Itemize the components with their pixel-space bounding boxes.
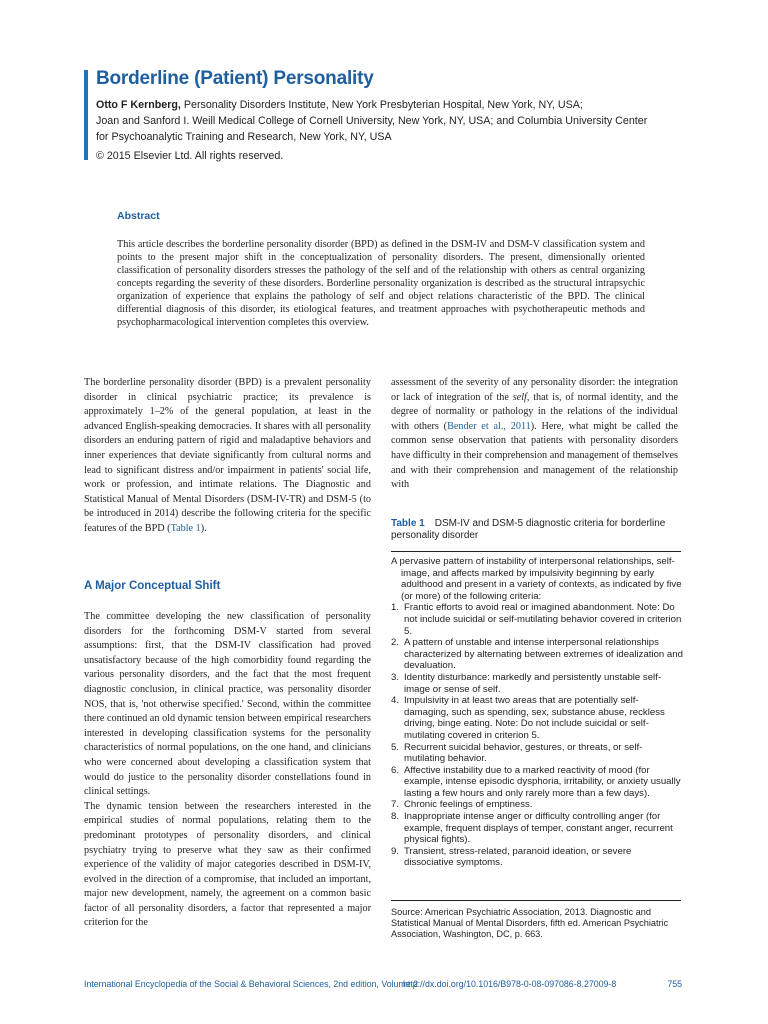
table-source-note: Source: American Psychiatric Association, 2013. Diagnostic and Statistical Manual of Mental Disorders, fifth ed. American Psychiatric Association, Washington, DC, p. 663.: [391, 907, 669, 939]
criteria-table: [391, 556, 683, 869]
intro-end: ).: [200, 522, 207, 534]
criterion-number: 6.: [391, 764, 400, 776]
intro-paragraph: [84, 376, 371, 537]
criterion-item: [391, 811, 683, 846]
article-title: Borderline (Patient) Personality: [96, 68, 374, 89]
page-number: 755: [667, 979, 682, 989]
self-italic: self: [512, 391, 527, 403]
section-paragraph-1: The committee developing the new classification of personality disorders for the forthcoming DSM-V started from several assumptions: first, that the DSM-IV classification had proved unsatisfactory because of the high comorbidity found regarding the various personality disorders, and the fact that the most frequent diagnostic conclusion, in clinical practice, was personality disorder NOS, that is, 'not otherwise specified.' Second, within the committee there continued an old dynamic tension between empirical researchers interested in developing classification systems for the personality characteristics of normal populations, on the one hand, and clinicians who were concerned about developing a classification system that would do justice to the personality disorder constellations found in clinical settings.: [84, 611, 371, 798]
criterion-item: [391, 695, 683, 741]
criterion-item: [391, 672, 683, 695]
table-caption-text: DSM-IV and DSM-5 diagnostic criteria for borderline personality disorder: [391, 518, 666, 541]
criterion-text: Inappropriate intense anger or difficulty controlling anger (for example, frequent displays of temper, constant anger, recurrent physical fights).: [404, 811, 673, 846]
right-column-paragraph: [391, 376, 678, 493]
affiliation-line-2: Joan and Sanford I. Weill Medical College of Cornell University, New York, NY, USA; and Columbia University Center for Psychoanalytic Training and Research, New York, NY, USA: [96, 115, 648, 143]
criteria-list: [391, 602, 683, 869]
author-name: Otto F Kernberg,: [96, 99, 181, 111]
title-accent-bar: [84, 70, 88, 160]
right-text-a: assessment of the severity of any personality disorder: the integration or lack of integration of the: [391, 377, 678, 403]
intro-text: The borderline personality disorder (BPD) is a prevalent personality disorder in clinical psychiatric practice; its prevalence is approximately 1–2% of the general population, at least in the advanced English-speaking democracies. It shares with all personality disorders an enduring pattern of rigid and maladaptive behaviors and inner experiences that deviate significantly from cultural norms and lead to significant distress and/or impairment in patients' social life, work or profession, and intimate relations. The Diagnostic and Statistical Manual of Mental Disorders (DSM-IV-TR) and DSM-5 (to be introduced in 2014) describe the following criteria for the specific features of the BPD (: [84, 377, 371, 534]
criterion-number: 4.: [391, 695, 400, 707]
table-bottom-rule: [391, 900, 681, 901]
criterion-number: 2.: [391, 637, 400, 649]
abstract-heading: Abstract: [117, 210, 160, 222]
criterion-number: 9.: [391, 845, 400, 857]
criterion-text: Frantic efforts to avoid real or imagined abandonment. Note: Do not include suicidal or self-mutilating behavior covered in criterion 5.: [404, 602, 682, 637]
criterion-number: 5.: [391, 741, 400, 753]
author-affiliation: [96, 97, 656, 145]
criterion-text: A pattern of unstable and intense interpersonal relationships characterized by alternating between extremes of idealization and devaluation.: [404, 637, 683, 672]
criterion-number: 3.: [391, 671, 400, 683]
abstract-text: This article describes the borderline personality disorder (BPD) as defined in the DSM-IV and DSM-V classification system and points to the present major shift in the conceptualization of personality disorders. The present, dimensionally oriented classification of personality disorders stresses the pathology of the self and of the relationship with others as central organizing concepts regarding the severity of these disorders. Borderline personality organization is described as the structural intrapsychic organization of experience that explains the pathology of self and object relations characteristic of the BPD. The clinical differential diagnosis of this disorder, its etiological features, and treatment approaches with psychotherapeutic methods and psychopharmacological intervention completes this overview.: [117, 239, 645, 328]
section-paragraph-2: The dynamic tension between the researchers interested in the empirical studies of normal populations, relating them to the predominant prototypes of personality disorders, and clinical psychiatry trying to preserve what they saw as their confirmed experience of the validity of major categories described in DSM-IV, evolved in the direction of a compromise, that included an important, major new development, namely, the agreement on a common basic factor of all personality disorders, a factor that represented a major criterion for the: [84, 800, 371, 929]
affiliation-line-1: Personality Disorders Institute, New York Presbyterian Hospital, New York, NY, USA;: [180, 99, 583, 111]
criterion-number: 8.: [391, 811, 400, 823]
criterion-number: 1.: [391, 602, 400, 614]
criterion-text: Transient, stress-related, paranoid ideation, or severe dissociative symptoms.: [404, 845, 632, 869]
criterion-text: Chronic feelings of emptiness.: [404, 799, 533, 811]
criterion-item: [391, 742, 683, 765]
copyright-notice: © 2015 Elsevier Ltd. All rights reserved.: [96, 150, 284, 162]
section-heading: A Major Conceptual Shift: [84, 580, 221, 592]
footer-journal: International Encyclopedia of the Social & Behavioral Sciences, 2nd edition, Volume 2: [84, 979, 419, 989]
right-text-c: ). Here, what might be called the common sense observation that patients with personality disorders have difficulty in their comprehension and management of themselves and with their comprehension and management of the relationship with: [391, 420, 678, 491]
table-intro: A pervasive pattern of instability of interpersonal relationships, self-image, and affects marked by impulsivity beginning by early adulthood and present in a variety of contexts, as indicated by five (or more) of the following criteria:: [391, 556, 682, 602]
intro-column: [84, 376, 371, 537]
table-caption: [391, 518, 681, 542]
table-1-link[interactable]: Table 1: [170, 522, 201, 534]
table-top-rule: [391, 551, 681, 552]
footer-doi-link[interactable]: http://dx.doi.org/10.1016/B978-0-08-097086-8.27009-8: [403, 979, 617, 989]
criterion-text: Affective instability due to a marked reactivity of mood (for example, intense episodic dysphoria, irritability, or anxiety usually lasting a few hours and only rarely more than a few days).: [404, 764, 681, 799]
criterion-number: 7.: [391, 799, 400, 811]
right-column-text: [391, 376, 678, 493]
section-column: [84, 610, 371, 931]
criterion-item: [391, 602, 683, 637]
criterion-item: [391, 765, 683, 800]
criterion-text: Impulsivity in at least two areas that are potentially self-damaging, such as spending, sex, substance abuse, reckless driving, binge eating. Note: Do not include suicidal or self-mutilating covered in criterion 5.: [404, 695, 665, 741]
criterion-item: [391, 846, 683, 869]
right-text-b: , that is, of normal identity, and the degree of normality or pathology in the relations of the individual with others (: [391, 391, 678, 432]
table-label: Table 1: [391, 518, 425, 529]
criterion-text: Recurrent suicidal behavior, gestures, or threats, or self-mutilating behavior.: [404, 741, 643, 765]
criterion-item: [391, 799, 683, 811]
criterion-item: [391, 637, 683, 672]
bender-citation-link[interactable]: Bender et al., 2011: [447, 420, 531, 432]
criterion-text: Identity disturbance: markedly and persistently unstable self-image or sense of self.: [404, 671, 662, 695]
